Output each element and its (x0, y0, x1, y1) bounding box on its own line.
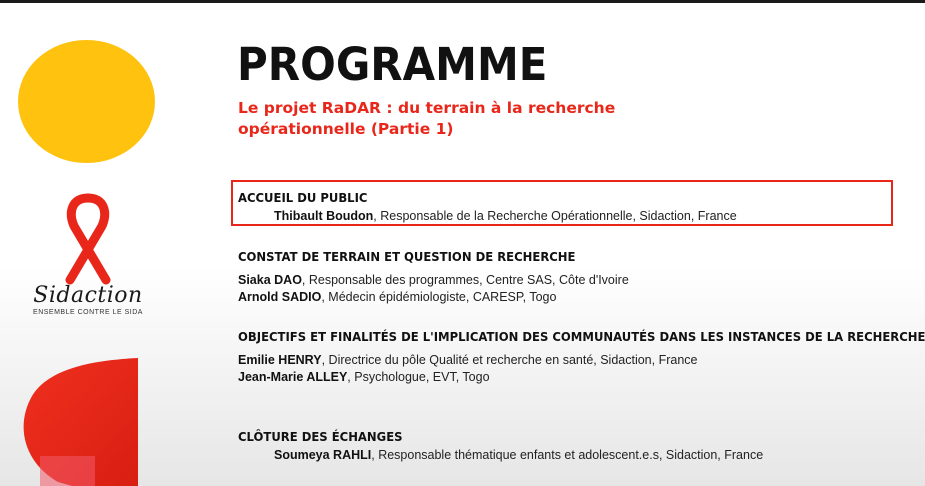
section-accueil (238, 190, 737, 225)
speaker-line (238, 369, 925, 386)
speaker-role: , Médecin épidémiologiste, CARESP, Togo (321, 290, 557, 304)
speaker-role: , Responsable thématique enfants et adolescent.e.s, Sidaction, France (371, 448, 764, 462)
section-objectifs (238, 329, 925, 386)
speaker-name: Emilie HENRY (238, 353, 322, 367)
sidaction-logo (28, 190, 148, 320)
speaker-role: , Responsable des programmes, Centre SAS, Côte d'Ivoire (301, 273, 629, 287)
subtitle-line-2: opérationnelle (Partie 1) (238, 120, 454, 138)
speaker-role: , Directrice du pôle Qualité et recherche en santé, Sidaction, France (321, 353, 698, 367)
speaker-line (238, 352, 925, 369)
section-title: ACCUEIL DU PUBLIC (238, 190, 368, 205)
speaker-line (238, 447, 763, 464)
page-subtitle (238, 98, 658, 140)
logo-name: Sidaction (33, 283, 143, 308)
top-border (0, 0, 925, 3)
subtitle-line-1: Le projet RaDAR : du terrain à la recherche (238, 99, 616, 117)
speaker-name: Arnold SADIO (238, 290, 322, 304)
speaker-name: Thibault Boudon (274, 209, 374, 223)
section-title: OBJECTIFS ET FINALITÉS DE L'IMPLICATION DES COMMUNAUTÉS DANS LES INSTANCES DE LA RECHERCHE (238, 329, 925, 344)
speaker-line (238, 272, 629, 289)
logo-tagline: ENSEMBLE CONTRE LE SIDA (33, 309, 143, 316)
speaker-role: , Psychologue, EVT, Togo (347, 370, 490, 384)
section-title: CONSTAT DE TERRAIN ET QUESTION DE RECHERCHE (238, 249, 576, 264)
yellow-circle-decoration (18, 40, 155, 163)
section-cloture (238, 429, 763, 464)
section-title: CLÔTURE DES ÉCHANGES (238, 429, 403, 444)
speaker-role: , Responsable de la Recherche Opérationnelle, Sidaction, France (373, 209, 737, 223)
red-drop-decoration (20, 356, 145, 486)
speaker-name: Siaka DAO (238, 273, 302, 287)
speaker-name: Soumeya RAHLI (274, 448, 372, 462)
speaker-line (238, 208, 737, 225)
speaker-name: Jean-Marie ALLEY (238, 370, 348, 384)
speaker-line (238, 289, 629, 306)
red-ribbon-icon (48, 190, 128, 285)
section-constat (238, 249, 629, 306)
page-title: PROGRAMME (237, 38, 548, 91)
